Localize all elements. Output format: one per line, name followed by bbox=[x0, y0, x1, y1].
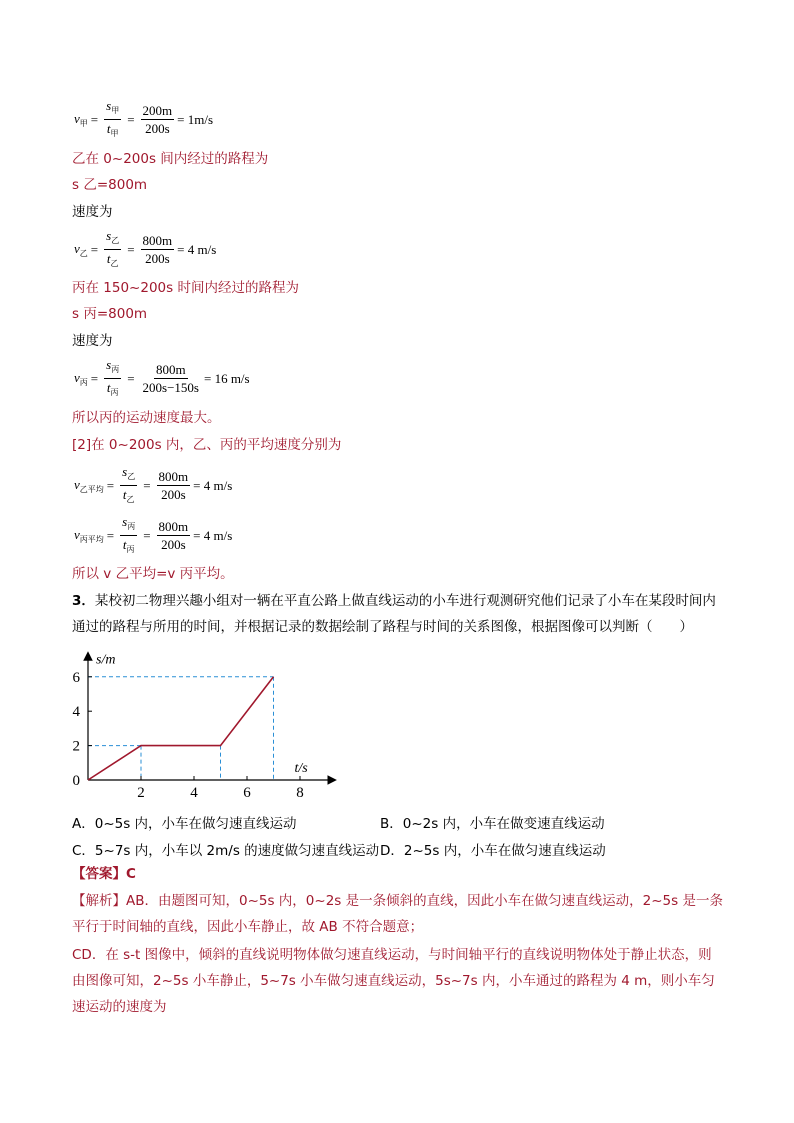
y-axis-label: s/m bbox=[96, 652, 116, 668]
result: = 4 m/s bbox=[193, 527, 233, 543]
part2-text: [2]在 0~200s 内，乙、丙的平均速度分别为 bbox=[72, 437, 342, 453]
x-tick-label-2: 6 bbox=[243, 785, 251, 801]
y-tick-label-0: 0 bbox=[72, 773, 80, 789]
fraction-values: $\frac{800m}{200s-150s}$ bbox=[142, 362, 199, 395]
equals: = bbox=[127, 111, 135, 127]
series-line bbox=[88, 677, 274, 780]
formula-v-bing: $v_丙$ = $\frac{s_丙}{t_丙}$ = $\frac{800m}{200s-150s}$ = 16 m/s bbox=[74, 357, 250, 400]
x-axis-label: t/s bbox=[294, 761, 308, 776]
result: = 16 m/s bbox=[203, 370, 250, 386]
x-tick-label-0: 2 bbox=[137, 785, 145, 801]
fraction-s-over-t: $\frac{s_丙}{t_丙}$ bbox=[106, 357, 120, 397]
fraction-values: $\frac{200m}{200s}$ bbox=[142, 103, 173, 136]
y-tick-label-1: 2 bbox=[72, 738, 80, 755]
speed-label-2: 速度为 bbox=[72, 333, 113, 349]
fraction-s-over-t: $\frac{s_乙}{t_乙}$ bbox=[106, 228, 120, 268]
v-symbol: $v_甲$ bbox=[74, 110, 88, 128]
speed-label-1: 速度为 bbox=[72, 204, 113, 220]
x-tick-label-3: 8 bbox=[296, 785, 304, 801]
conclusion-text: 所以 v 乙平均=v 丙平均。 bbox=[72, 566, 234, 582]
fraction-s-over-t: $\frac{s_乙}{t_乙}$ bbox=[122, 464, 136, 504]
s-bing-text: s 丙=800m bbox=[72, 306, 148, 322]
result: = 4 m/s bbox=[177, 241, 217, 257]
y-tick-label-3: 6 bbox=[72, 669, 80, 686]
analysis-cd: CD．在 s-t 图像中，倾斜的直线说明物体做匀速直线运动，与时间轴平行的直线说明物体处于静止状态，则由图像可知，2~5s 小车静止，5~7s 小车做匀速直线运动，5s~7s 内，小车通过的路程为 4 m，则小车匀速运动的速度为 bbox=[72, 947, 715, 1015]
question-3 bbox=[72, 588, 724, 640]
fraction-values: $\frac{800m}{200s}$ bbox=[142, 233, 173, 266]
fraction-values: $\frac{800m}{200s}$ bbox=[158, 519, 189, 552]
result: = 1m/s bbox=[177, 111, 214, 127]
formula-v-yi-avg: $v_{乙平均}$ = $\frac{s_乙}{t_乙}$ = $\frac{800m}{200s}$ = 4 m/s bbox=[74, 464, 232, 507]
yi-range-text: 乙在 0~200s 间内经过的路程为 bbox=[72, 151, 269, 167]
analysis-ab: 【解析】AB．由题图可知，0~5s 内，0~2s 是一条倾斜的直线，因此小车在做匀速直线运动，2~5s 是一条平行于时间轴的直线，因此小车静止，故 AB 不符合题意； bbox=[72, 893, 723, 935]
s-yi-text: s 乙=800m bbox=[72, 177, 148, 193]
option-d[interactable]: D．2~5s 内，小车在做匀速直线运动 bbox=[380, 843, 606, 859]
result: = 4 m/s bbox=[193, 477, 233, 493]
fraction-values: $\frac{800m}{200s}$ bbox=[158, 469, 189, 502]
s-t-chart bbox=[66, 640, 346, 808]
equals: = bbox=[90, 111, 99, 127]
y-tick-label-2: 4 bbox=[72, 704, 80, 721]
option-b[interactable]: B．0~2s 内，小车在做变速直线运动 bbox=[380, 816, 605, 832]
fraction-s-over-t: $\frac{s_甲}{t_甲}$ bbox=[106, 98, 120, 138]
x-tick-label-1: 4 bbox=[190, 785, 198, 801]
formula-v-bing-avg: $v_{丙平均}$ = $\frac{s_丙}{t_丙}$ = $\frac{800m}{200s}$ = 4 m/s bbox=[74, 514, 232, 557]
option-c[interactable]: C．5~7s 内，小车以 2m/s 的速度做匀速直线运动 bbox=[72, 843, 380, 859]
question-number: 3． bbox=[72, 593, 95, 609]
bing-fastest-text: 所以丙的运动速度最大。 bbox=[72, 410, 221, 426]
answer-text: 【答案】C bbox=[72, 866, 136, 882]
formula-v-yi: $v_乙$ = $\frac{s_乙}{t_乙}$ = $\frac{800m}{200s}$ = 4 m/s bbox=[74, 228, 216, 271]
bing-range-text: 丙在 150~200s 时间内经过的路程为 bbox=[72, 280, 299, 296]
option-a[interactable]: A．0~5s 内，小车在做匀速直线运动 bbox=[72, 816, 297, 832]
fraction-s-over-t: $\frac{s_丙}{t_丙}$ bbox=[122, 514, 136, 554]
question-body: 某校初二物理兴趣小组对一辆在平直公路上做直线运动的小车进行观测研究他们记录了小车在某段时间内通过的路程与所用的时间，并根据记录的数据绘制了路程与时间的关系图像，根据图像可以判断（ ） bbox=[72, 593, 716, 635]
formula-v-jia bbox=[74, 98, 213, 141]
